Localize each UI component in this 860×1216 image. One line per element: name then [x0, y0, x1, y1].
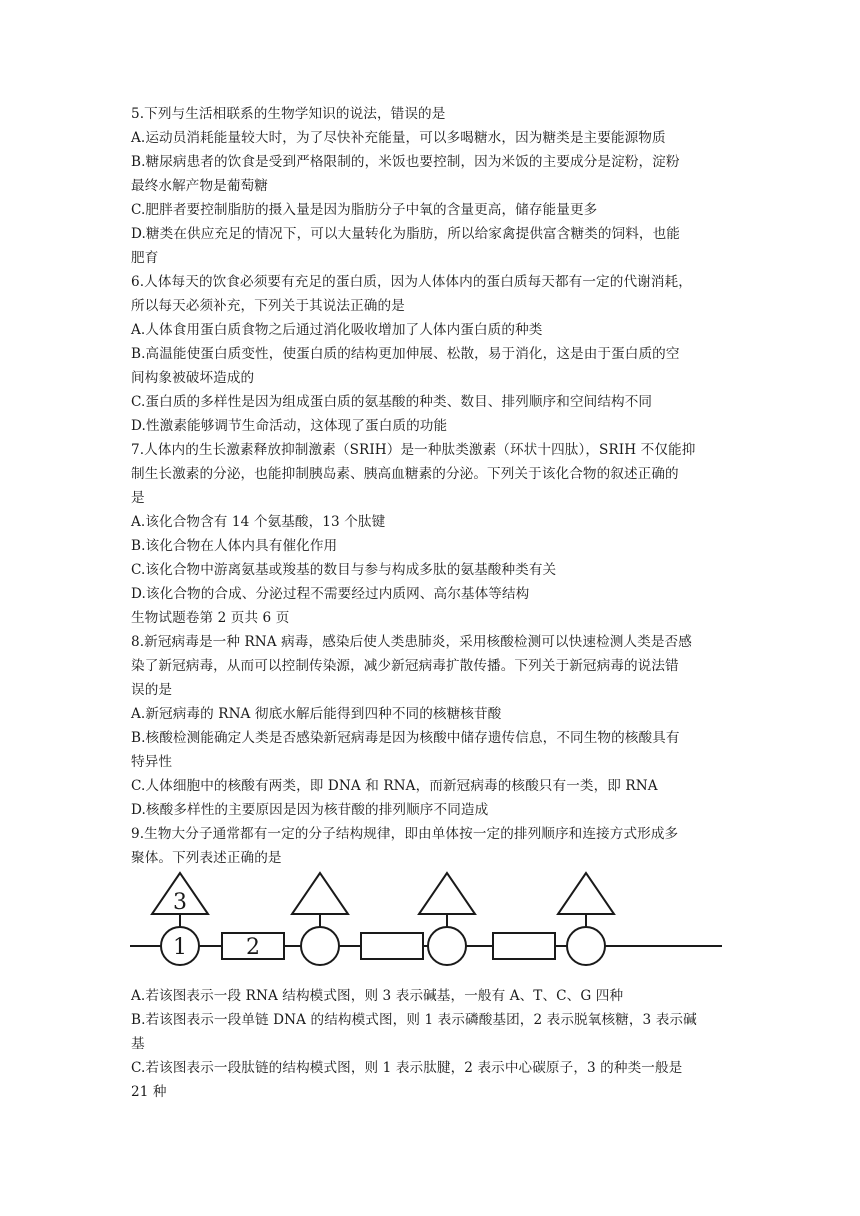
q5-stem: 5.下列与生活相联系的生物学知识的说法，错误的是: [131, 106, 446, 122]
q9-option-c-cont: 21 种: [131, 1084, 167, 1100]
q5-option-b-cont: 最终水解产物是葡萄糖: [131, 178, 268, 194]
q6-option-b-cont: 间构象被破坏造成的: [131, 370, 255, 386]
q8-option-d: D.核酸多样性的主要原因是因为核苷酸的排列顺序不同造成: [131, 802, 489, 818]
q6-option-d: D.性激素能够调节生命活动，这体现了蛋白质的功能: [131, 418, 448, 434]
q5-option-b: B.糖尿病患者的饮食是受到严格限制的，米饭也要控制，因为米饭的主要成分是淀粉，淀粉: [131, 154, 680, 170]
q5-option-a: A.运动员消耗能量较大时，为了尽快补充能量，可以多喝糖水，因为糖类是主要能源物质: [131, 130, 666, 146]
triangle-unit-3: [419, 873, 475, 914]
q8-option-b-cont: 特异性: [131, 754, 173, 770]
q8-option-c: C.人体细胞中的核酸有两类，即 DNA 和 RNA，而新冠病毒的核酸只有一类，即 RNA: [131, 778, 658, 794]
q5-option-c: C.肥胖者要控制脂肪的摄入量是因为脂肪分子中氧的含量更高，储存能量更多: [131, 202, 598, 218]
q6-option-b: B.高温能使蛋白质变性，使蛋白质的结构更加伸展、松散，易于消化，这是由于蛋白质的空: [131, 346, 680, 362]
rectangle-unit-3: [493, 933, 555, 959]
q9-option-c: C.若该图表示一段肽链的结构模式图，则 1 表示肽腱，2 表示中心碳原子，3 的种类一般是: [131, 1060, 683, 1076]
q5-option-d-cont: 肥育: [131, 250, 159, 266]
q5-option-d: D.糖类在供应充足的情况下，可以大量转化为脂肪，所以给家禽提供富含糖类的饲料，也能: [131, 226, 680, 242]
q7-option-b: B.该化合物在人体内具有催化作用: [131, 538, 338, 554]
q8-stem: 8.新冠病毒是一种 RNA 病毒，感染后使人类患肺炎，采用核酸检测可以快速检测人类是否感: [131, 634, 692, 650]
label-1: 1: [173, 935, 187, 960]
triangle-unit-4: [558, 873, 614, 914]
q7-option-c: C.该化合物中游离氨基或羧基的数目与参与构成多肽的氨基酸种类有关: [131, 562, 557, 578]
q7-stem-cont: 制生长激素的分泌，也能抑制胰岛素、胰高血糖素的分泌。下列关于该化合物的叙述正确的: [131, 466, 679, 482]
q6-stem: 6.人体每天的饮食必须要有充足的蛋白质，因为人体体内的蛋白质每天都有一定的代谢消耗，: [131, 274, 692, 290]
q6-stem-cont: 所以每天必须补充，下列关于其说法正确的是: [131, 298, 405, 314]
q9-stem-cont: 聚体。下列表述正确的是: [131, 850, 282, 866]
q7-option-d: D.该化合物的合成、分泌过程不需要经过内质网、高尔基体等结构: [131, 586, 530, 602]
q6-option-c: C.蛋白质的多样性是因为组成蛋白质的氨基酸的种类、数目、排列顺序和空间结构不同: [131, 394, 653, 410]
polymer-structure-diagram: [128, 870, 728, 980]
q8-option-b: B.核酸检测能确定人类是否感染新冠病毒是因为核酸中储存遗传信息，不同生物的核酸具有: [131, 730, 680, 746]
q7-option-a: A.该化合物含有 14 个氨基酸，13 个肽键: [131, 514, 386, 530]
label-3: 3: [173, 890, 187, 915]
label-2: 2: [246, 935, 260, 960]
triangle-unit-2: [292, 873, 348, 914]
q9-stem: 9.生物大分子通常都有一定的分子结构规律，即由单体按一定的排列顺序和连接方式形成多: [131, 826, 679, 842]
circle-unit-4: [567, 927, 605, 965]
q8-stem-end: 误的是: [131, 682, 173, 698]
rectangle-unit-2: [361, 933, 423, 959]
q9-option-b-cont: 基: [131, 1036, 145, 1052]
q7-stem: 7.人体内的生长激素释放抑制激素（SRIH）是一种肽类激素（环状十四肽），SRIH 不仅能抑: [131, 442, 696, 458]
circle-unit-3: [428, 927, 466, 965]
circle-unit-2: [301, 927, 339, 965]
q6-option-a: A.人体食用蛋白质食物之后通过消化吸收增加了人体内蛋白质的种类: [131, 322, 543, 338]
q7-stem-end: 是: [131, 490, 145, 506]
q8-stem-cont: 染了新冠病毒，从而可以控制传染源，减少新冠病毒扩散传播。下列关于新冠病毒的说法错: [131, 658, 679, 674]
q8-option-a: A.新冠病毒的 RNA 彻底水解后能得到四种不同的核糖核苷酸: [131, 706, 502, 722]
q9-option-b: B.若该图表示一段单链 DNA 的结构模式图，则 1 表示磷酸基团，2 表示脱氧核糖，3 表示碱: [131, 1012, 697, 1028]
q9-option-a: A.若该图表示一段 RNA 结构模式图，则 3 表示碱基，一般有 A、T、C、G 四种: [131, 988, 624, 1004]
page-footer: 生物试题卷第 2 页共 6 页: [131, 610, 290, 626]
